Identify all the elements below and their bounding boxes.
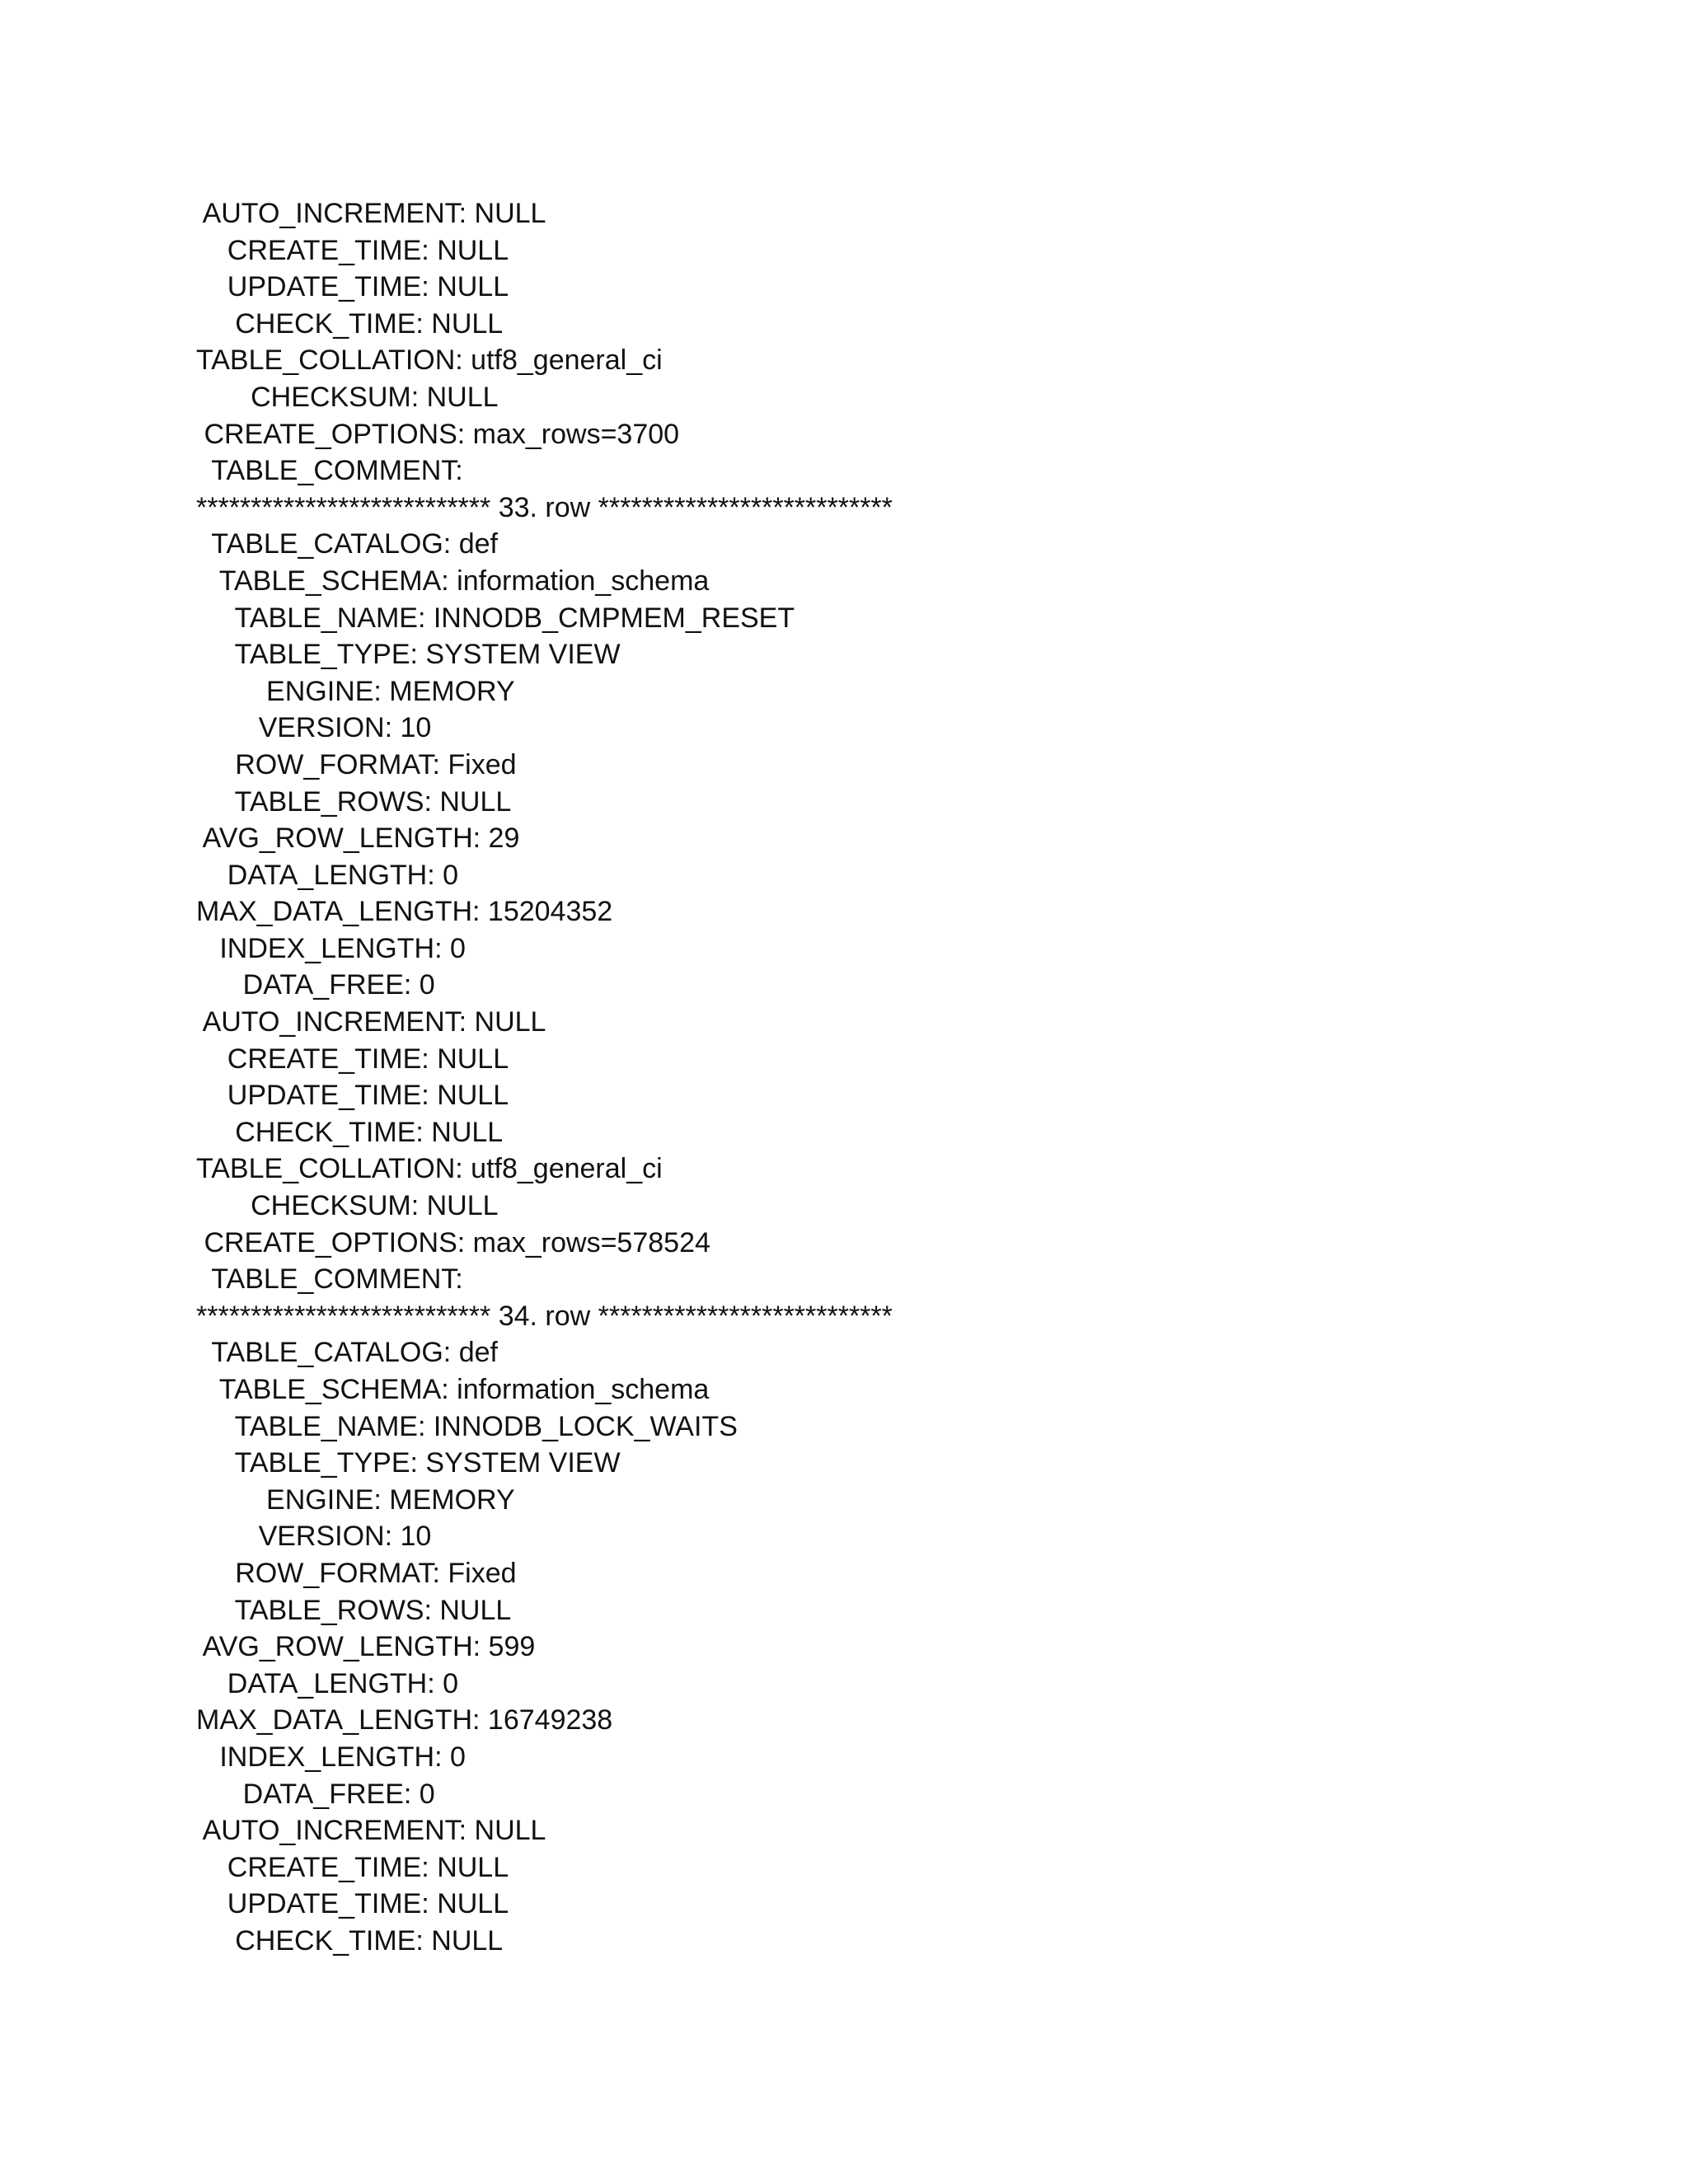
text-line: TABLE_NAME: INNODB_LOCK_WAITS [196,1410,738,1442]
text-line: TABLE_ROWS: NULL [196,785,512,818]
text-line: MAX_DATA_LENGTH: 16749238 [196,1704,613,1736]
text-line: TABLE_TYPE: SYSTEM VIEW [196,1447,621,1479]
text-line: TABLE_COLLATION: utf8_general_ci [196,1153,663,1185]
text-line: DATA_FREE: 0 [196,1778,435,1810]
text-line: TABLE_TYPE: SYSTEM VIEW [196,639,621,671]
text-line: CHECK_TIME: NULL [196,1924,504,1957]
query-output-lines [196,195,893,1960]
text-line: TABLE_COMMENT: [196,455,463,487]
text-line: CHECK_TIME: NULL [196,307,504,340]
text-line: ENGINE: MEMORY [196,1483,515,1516]
text-line: CREATE_OPTIONS: max_rows=3700 [196,418,680,450]
text-line: CREATE_OPTIONS: max_rows=578524 [196,1226,710,1258]
text-line: VERSION: 10 [196,1521,432,1553]
text-line: TABLE_COMMENT: [196,1263,463,1296]
text-line: TABLE_SCHEMA: information_schema [196,1374,710,1405]
text-line: UPDATE_TIME: NULL [196,1888,509,1920]
row-separator: *************************** 33. row *************************** [196,491,893,523]
text-line: AVG_ROW_LENGTH: 599 [196,1631,536,1663]
text-line: CREATE_TIME: NULL [196,1851,509,1883]
text-line: ROW_FORMAT: Fixed [196,748,517,780]
text-line: TABLE_CATALOG: def [196,1337,498,1369]
text-line: AVG_ROW_LENGTH: 29 [196,823,520,855]
text-line: AUTO_INCREMENT: NULL [196,198,546,229]
text-line: CHECK_TIME: NULL [196,1116,504,1148]
text-line: ROW_FORMAT: Fixed [196,1557,517,1589]
text-line: TABLE_COLLATION: utf8_general_ci [196,344,663,377]
text-line: DATA_FREE: 0 [196,969,435,1001]
text-line: UPDATE_TIME: NULL [196,1080,509,1112]
text-line: ENGINE: MEMORY [196,675,515,707]
text-line: DATA_LENGTH: 0 [196,1667,459,1699]
row-separator: *************************** 34. row *************************** [196,1300,893,1332]
text-line: INDEX_LENGTH: 0 [196,932,466,964]
text-line: CHECKSUM: NULL [196,381,499,413]
text-line: VERSION: 10 [196,712,432,744]
text-line: TABLE_CATALOG: def [196,528,498,560]
text-line: TABLE_ROWS: NULL [196,1594,512,1626]
text-line: INDEX_LENGTH: 0 [196,1741,466,1773]
text-line: CHECKSUM: NULL [196,1190,499,1222]
text-line: UPDATE_TIME: NULL [196,271,509,303]
text-line: CREATE_TIME: NULL [196,1043,509,1075]
text-line: AUTO_INCREMENT: NULL [196,1006,546,1038]
text-line: TABLE_NAME: INNODB_CMPMEM_RESET [196,602,795,634]
text-line: DATA_LENGTH: 0 [196,859,459,891]
text-line: CREATE_TIME: NULL [196,234,509,266]
text-line: TABLE_SCHEMA: information_schema [196,565,710,597]
text-line: MAX_DATA_LENGTH: 15204352 [196,896,613,928]
text-line: AUTO_INCREMENT: NULL [196,1815,546,1847]
